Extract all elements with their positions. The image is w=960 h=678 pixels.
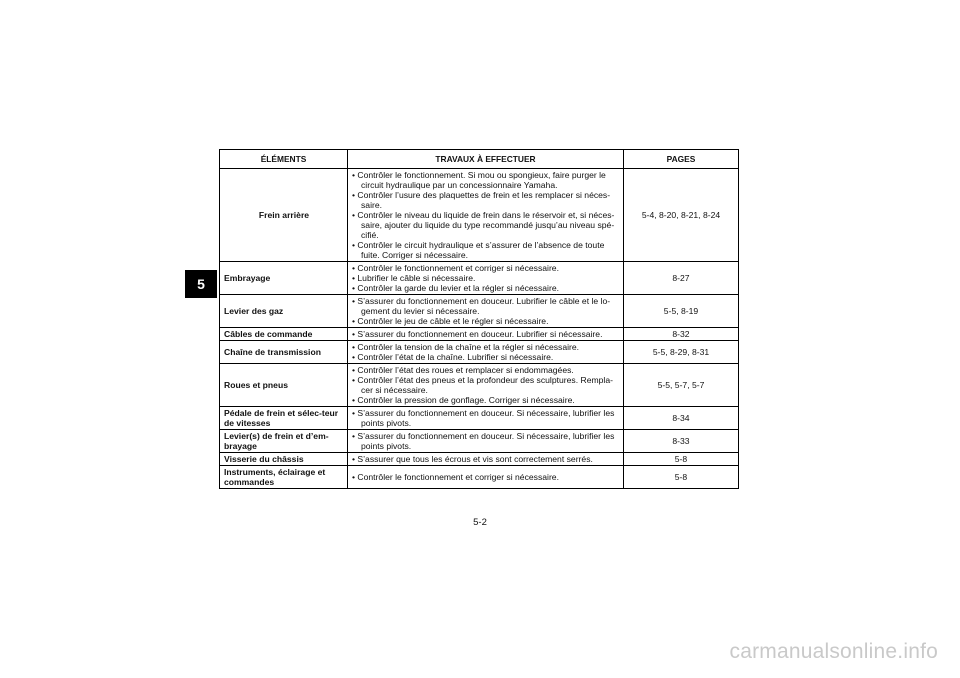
tasks-cell [348,453,624,466]
table-row [220,430,739,453]
task-item: • Contrôler l’état des pneus et la profondeur des sculptures. Rempla-cer si nécessaire. [352,375,620,395]
pages-cell: 8-34 [624,407,739,430]
chapter-tab: 5 [185,270,217,298]
element-cell: Frein arrière [220,169,348,262]
tasks-cell [348,328,624,341]
pages-cell: 5-5, 8-29, 8-31 [624,341,739,364]
pages-cell: 8-33 [624,430,739,453]
tasks-cell [348,341,624,364]
header-elements: ÉLÉMENTS [220,150,348,169]
pages-cell: 5-5, 5-7, 5-7 [624,364,739,407]
table-body [220,169,739,489]
maintenance-table [219,149,739,489]
tasks-cell [348,430,624,453]
tasks-cell [348,169,624,262]
element-cell: Visserie du châssis [220,453,348,466]
task-item: • S’assurer du fonctionnement en douceur. Lubrifier le câble et le lo-gement du levier si nécessaire. [352,296,620,316]
table-row [220,453,739,466]
task-item: • Contrôler la tension de la chaîne et la régler si nécessaire. [352,342,620,352]
task-item: • Contrôler le niveau du liquide de frein dans le réservoir et, si néces-saire, ajouter du liquide du type recommandé jusqu’au niveau spé-cifié. [352,210,620,240]
task-item: • S’assurer du fonctionnement en douceur. Lubrifier si nécessaire. [352,329,620,339]
table-row [220,466,739,489]
task-item: • Contrôler le jeu de câble et le régler si nécessaire. [352,316,620,326]
table-row [220,169,739,262]
table-row [220,341,739,364]
pages-cell: 8-32 [624,328,739,341]
task-item: • Contrôler le fonctionnement. Si mou ou spongieux, faire purger le circuit hydraulique par un concessionnaire Yamaha. [352,170,620,190]
table-row [220,407,739,430]
element-cell: Roues et pneus [220,364,348,407]
element-cell: Câbles de commande [220,328,348,341]
tasks-cell [348,466,624,489]
page-number: 5-2 [473,517,487,528]
task-item: • Lubrifier le câble si nécessaire. [352,273,620,283]
task-item: • Contrôler l’état des roues et remplacer si endommagées. [352,365,620,375]
element-cell: Levier(s) de frein et d’em-brayage [220,430,348,453]
watermark: carmanualsonline.info [729,640,938,663]
element-cell: Embrayage [220,262,348,295]
tasks-cell [348,295,624,328]
task-item: • S’assurer du fonctionnement en douceur. Si nécessaire, lubrifier les points pivots. [352,408,620,428]
tasks-cell [348,364,624,407]
tasks-cell [348,262,624,295]
task-item: • Contrôler l’état de la chaîne. Lubrifier si nécessaire. [352,352,620,362]
table-row [220,328,739,341]
task-item: • Contrôler le fonctionnement et corriger si nécessaire. [352,472,620,482]
pages-cell: 5-4, 8-20, 8-21, 8-24 [624,169,739,262]
header-tasks: TRAVAUX À EFFECTUER [348,150,624,169]
pages-cell: 5-8 [624,453,739,466]
task-item: • Contrôler l’usure des plaquettes de frein et les remplacer si néces-saire. [352,190,620,210]
task-item: • Contrôler la pression de gonflage. Corriger si nécessaire. [352,395,620,405]
task-item: • S’assurer que tous les écrous et vis sont correctement serrés. [352,454,620,464]
header-pages: PAGES [624,150,739,169]
task-item: • S’assurer du fonctionnement en douceur. Si nécessaire, lubrifier les points pivots. [352,431,620,451]
pages-cell: 5-5, 8-19 [624,295,739,328]
element-cell: Instruments, éclairage et commandes [220,466,348,489]
task-item: • Contrôler le fonctionnement et corriger si nécessaire. [352,263,620,273]
task-item: • Contrôler le circuit hydraulique et s’assurer de l’absence de toute fuite. Corriger si nécessaire. [352,240,620,260]
table-row [220,262,739,295]
pages-cell: 5-8 [624,466,739,489]
pages-cell: 8-27 [624,262,739,295]
task-item: • Contrôler la garde du levier et la régler si nécessaire. [352,283,620,293]
table-row [220,295,739,328]
table-header-row [220,150,739,169]
table-row [220,364,739,407]
tasks-cell [348,407,624,430]
element-cell: Levier des gaz [220,295,348,328]
element-cell: Pédale de frein et sélec-teur de vitesses [220,407,348,430]
element-cell: Chaîne de transmission [220,341,348,364]
